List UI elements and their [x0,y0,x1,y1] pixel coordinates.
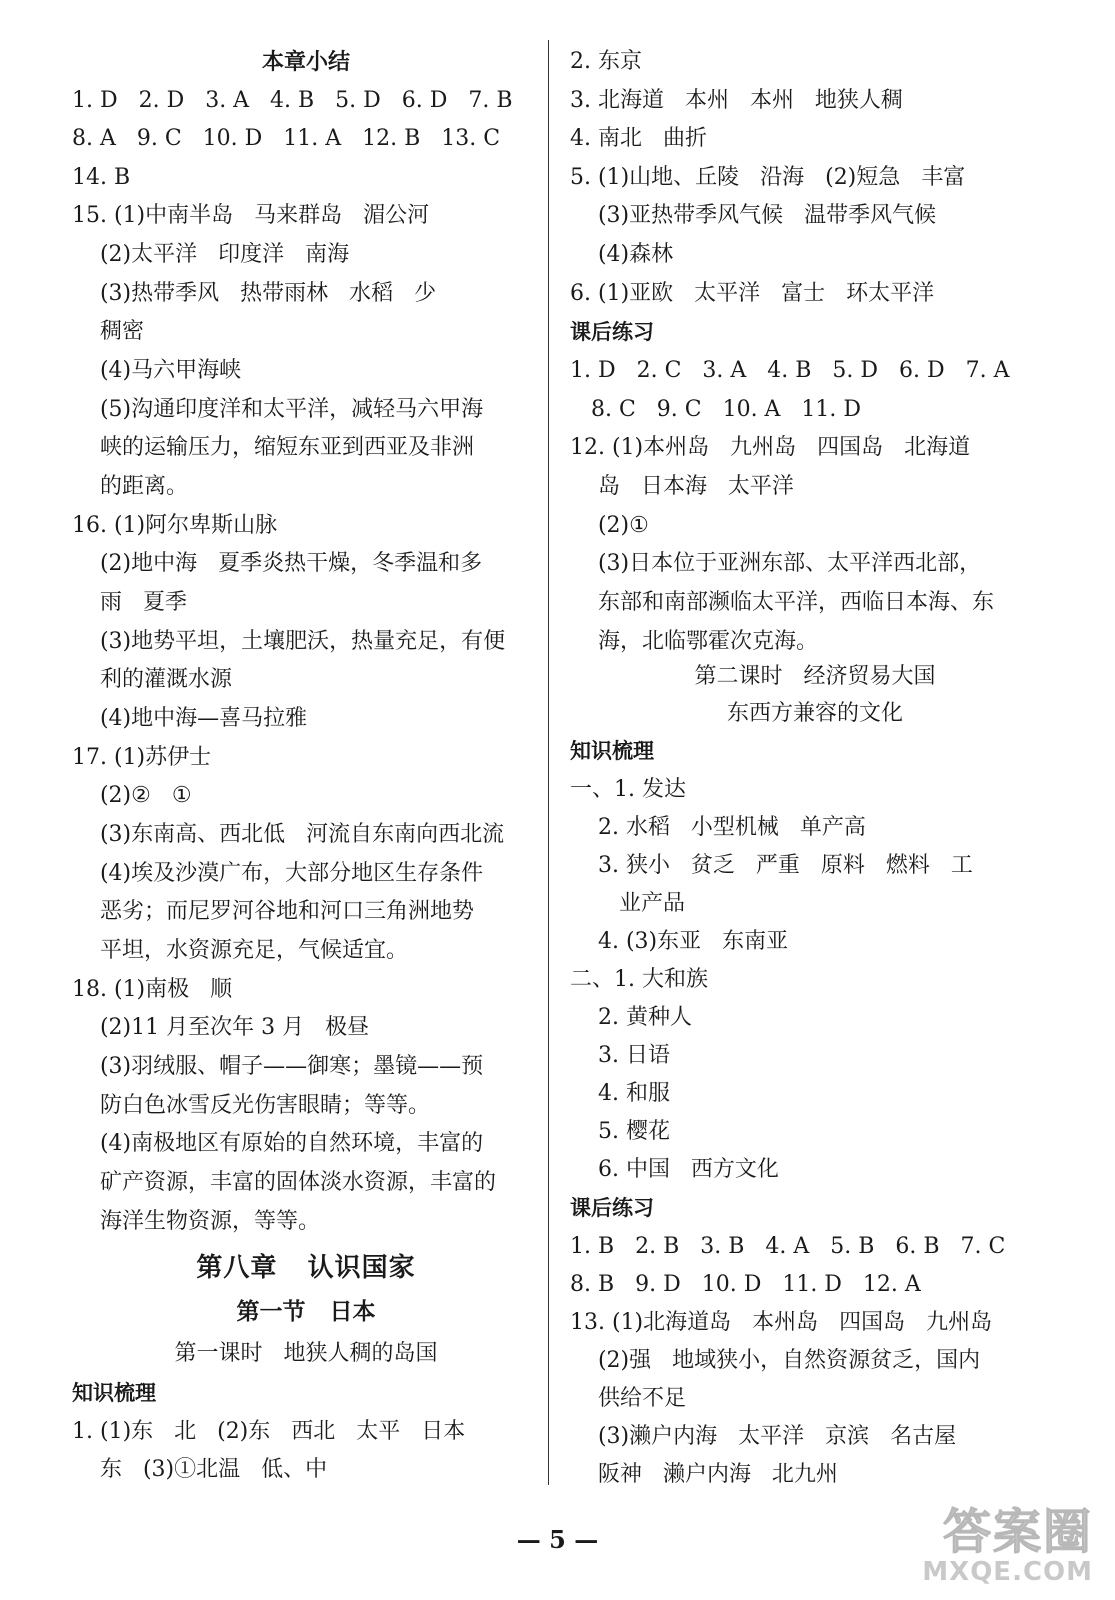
watermark-logo [893,1506,1093,1588]
answer-line: 1. D 2. D 3. A 4. B 5. D 6. D 7. B [72,88,513,113]
answer-line: (4)地中海—喜马拉雅 [72,706,308,731]
answer-line: (3)地势平坦，土壤肥沃，热量充足，有便 [72,629,506,654]
answer-line: 2. 东京 [570,49,642,74]
answer-line: 3. 北海道 本州 本州 地狭人稠 [570,88,903,113]
answer-line: 阪神 濑户内海 北九州 [570,1462,838,1487]
section-title: 第一节 日本 [236,1298,376,1325]
answer-line: 利的灌溉水源 [72,667,232,692]
answer-line: 5. (1)山地、丘陵 沿海 (2)短急 丰富 [570,165,966,190]
knowledge-heading: 知识梳理 [570,739,654,763]
answer-line: 12. (1)本州岛 九州岛 四国岛 北海道 [570,435,971,460]
answer-line: (3)濑户内海 太平洋 京滨 名古屋 [570,1424,957,1449]
answer-line: 17. (1)苏伊士 [72,745,212,770]
answer-line: 海洋生物资源，等等。 [72,1209,320,1234]
lesson-title: 第二课时 经济贸易大国 [694,664,936,689]
practice-heading: 课后练习 [570,1196,654,1220]
answer-line: 3. 狭小 贫乏 严重 原料 燃料 工 [570,853,973,878]
answer-line: (5)沟通印度洋和太平洋，减轻马六甲海 [72,397,484,422]
answer-line: 业产品 [570,891,685,916]
page-number: — 5 — [516,1525,599,1554]
lesson-title: 第一课时 地狭人稠的岛国 [174,1341,438,1366]
answer-line: 岛 日本海 太平洋 [570,474,794,499]
answer-line: 8. C 9. C 10. A 11. D [570,397,862,422]
answer-line: 矿产资源，丰富的固体淡水资源，丰富的 [72,1170,496,1195]
answer-line: 东部和南部濒临太平洋，西临日本海、东 [570,590,994,615]
answer-line: (2)① [570,513,649,538]
answer-line: 防白色冰雪反光伤害眼睛；等等。 [72,1093,430,1118]
knowledge-heading: 知识梳理 [72,1381,156,1405]
summary-title: 本章小结 [261,49,350,75]
answer-line: 雨 夏季 [72,590,187,615]
answer-line: 2. 水稻 小型机械 单产高 [570,815,866,840]
answer-line: 14. B [72,165,131,190]
column-divider [548,40,549,1485]
answer-line: 海，北临鄂霍次克海。 [570,629,818,654]
answer-line: (2)11 月至次年 3 月 极昼 [72,1015,370,1040]
lesson-subtitle: 东西方兼容的文化 [726,701,903,726]
answer-line: (2)地中海 夏季炎热干燥，冬季温和多 [72,551,483,576]
answer-line: (3)日本位于亚洲东部、太平洋西北部， [570,551,982,576]
answer-line: 4. 南北 曲折 [570,126,707,151]
answer-line: 平坦，水资源充足，气候适宜。 [72,938,408,963]
answer-line: (2)强 地域狭小，自然资源贫乏，国内 [570,1348,981,1373]
answer-line: (4)马六甲海峡 [72,358,242,383]
answer-line: 4. (3)东亚 东南亚 [570,929,789,954]
answer-line: 8. A 9. C 10. D 11. A 12. B 13. C [72,126,501,151]
answer-line: 6. 中国 西方文化 [570,1157,779,1182]
answer-line: 13. (1)北海道岛 本州岛 四国岛 九州岛 [570,1310,993,1335]
answer-line: 2. 黄种人 [570,1005,692,1030]
answer-line: (3)羽绒服、帽子——御寒；墨镜——预 [72,1054,484,1079]
answer-line: 东 (3)①北温 低、中 [72,1457,328,1482]
watermark-logo-text: 答案圈 [942,1504,1093,1560]
answer-line: 供给不足 [570,1386,686,1411]
practice-heading: 课后练习 [570,320,654,344]
answer-line: 稠密 [72,319,144,344]
answer-line: 二、1. 大和族 [570,967,708,992]
answer-line: 恶劣；而尼罗河谷地和河口三角洲地势 [72,899,474,924]
answer-line: 8. B 9. D 10. D 11. D 12. A [570,1272,921,1297]
watermark-url: MXQE.COM [922,1557,1093,1587]
answer-line: (3)东南高、西北低 河流自东南向西北流 [72,822,505,847]
answer-line: 的距离。 [72,474,188,499]
answer-line: 一、1. 发达 [570,777,686,802]
answer-line: (3)亚热带季风气候 温带季风气候 [570,203,937,228]
answer-line: (4)森林 [570,242,674,267]
answer-line: 6. (1)亚欧 太平洋 富士 环太平洋 [570,281,935,306]
answer-line: 16. (1)阿尔卑斯山脉 [72,513,278,538]
answer-line: (3)热带季风 热带雨林 水稻 少 [72,281,437,306]
answer-line: (4)南极地区有原始的自然环境，丰富的 [72,1131,484,1156]
answer-line: 1. D 2. C 3. A 4. B 5. D 6. D 7. A [570,358,1010,383]
answer-line: (4)埃及沙漠广布，大部分地区生存条件 [72,861,484,886]
answer-line: (2)太平洋 印度洋 南海 [72,242,350,267]
answer-line: 峡的运输压力，缩短东亚到西亚及非洲 [72,435,474,460]
answer-line: 15. (1)中南半岛 马来群岛 湄公河 [72,203,430,228]
answer-line: 18. (1)南极 顺 [72,977,233,1002]
answer-line: (2)② ① [72,783,192,808]
chapter-title: 第八章 认识国家 [196,1253,416,1283]
answer-line: 4. 和服 [570,1081,670,1106]
answer-line: 3. 日语 [570,1043,670,1068]
answer-line: 1. (1)东 北 (2)东 西北 太平 日本 [72,1419,466,1444]
answer-line: 5. 樱花 [570,1119,670,1144]
answer-line: 1. B 2. B 3. B 4. A 5. B 6. B 7. C [570,1234,1006,1259]
